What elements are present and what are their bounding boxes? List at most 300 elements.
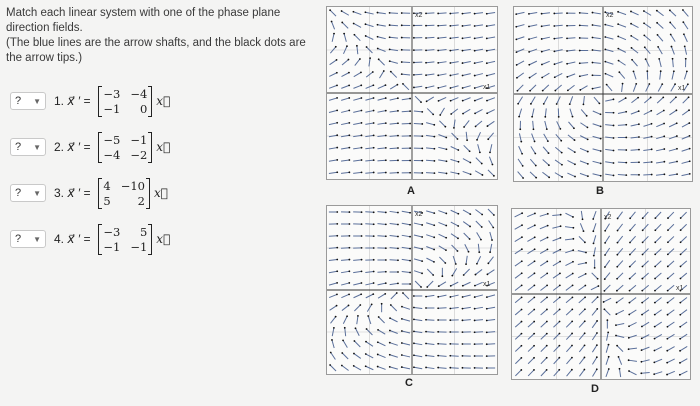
arrow-tip [457,237,459,239]
arrow-tip [592,49,594,51]
arrow-tip [462,308,464,310]
arrow-tip [409,236,411,238]
arrow-shaft [377,148,385,149]
arrow-tip [397,224,399,226]
x2-axis-label: x2 [606,12,614,19]
arrow-tip [409,248,411,250]
arrow-shaft [617,346,623,352]
arrow-tip [458,173,460,175]
arrow-shaft [532,109,534,117]
arrow-shaft [487,13,495,14]
arrow-shaft [554,25,562,26]
arrow-tip [521,260,523,262]
arrow-tip [629,278,631,280]
arrow-tip [587,126,589,128]
arrow-shaft [462,49,470,50]
arrow-tip [604,278,606,280]
arrow-shaft [667,347,674,351]
matrix-entry: −4 [103,147,121,162]
arrow-tip [566,12,568,14]
panel-label-a: A [407,185,415,197]
arrow-tip [553,50,555,52]
arrow-shaft [592,25,600,26]
arrow-shaft [604,285,610,291]
matrix-entry: −3 [103,224,121,239]
arrow-tip [651,123,653,125]
arrow-tip [373,235,375,237]
arrow-shaft [672,71,674,79]
arrow-tip [373,223,375,225]
arrow-tip [554,90,556,92]
arrow-shaft [475,269,482,274]
arrow-tip [638,123,640,125]
arrow-shaft [466,256,467,264]
answer-select-3[interactable] [10,184,46,202]
direction-field-d[interactable] [511,208,691,380]
arrow-tip [654,350,656,352]
arrow-tip [533,357,535,359]
arrow-tip [546,321,548,323]
arrow-shaft [630,236,636,242]
arrow-tip [521,297,523,299]
arrow-shaft [683,10,688,16]
arrow-tip [604,61,606,63]
arrow-tip [466,139,468,141]
arrow-shaft [518,172,523,178]
arrow-tip [642,217,644,219]
arrow-tip [409,172,411,174]
arrow-tip [371,303,373,305]
arrow-tip [592,74,594,76]
arrow-tip [348,59,350,61]
arrow-shaft [402,99,410,100]
arrow-shaft [657,11,664,16]
arrow-tip [348,270,350,272]
arrow-tip [462,343,464,345]
arrow-shaft [515,346,521,352]
arrow-tip [373,159,375,161]
arrow-tip [437,367,439,369]
arrow-tip [566,50,568,52]
arrow-shaft [528,309,534,314]
select-value: ? [15,141,22,153]
arrow-shaft [570,96,573,104]
arrow-tip [348,84,350,86]
arrow-shaft [463,295,471,297]
arrow-shaft [519,146,522,154]
arrow-tip [641,361,643,363]
arrow-tip [606,84,608,86]
arrow-tip [657,34,659,36]
arrow-tip [469,226,471,228]
arrow-tip [546,284,548,286]
arrow-shaft [390,123,398,124]
arrow-shaft [426,86,434,88]
arrow-tip [348,293,350,295]
arrow-tip [671,46,673,48]
arrow-tip [438,285,440,287]
arrow-shaft [341,283,349,285]
arrow-tip [361,147,363,149]
arrow-shaft [426,223,434,225]
matrix-entry: 0 [139,101,148,116]
arrow-shaft [682,123,689,127]
arrow-tip [462,113,464,115]
arrow-shaft [353,123,361,125]
arrow-tip [546,296,548,298]
arrow-shaft [475,61,483,63]
arrow-tip [449,308,451,310]
arrow-tip [421,272,423,274]
arrow-tip [613,162,615,164]
arrow-tip [475,126,477,128]
arrow-shaft [341,271,349,272]
arrow-tip [534,153,536,155]
arrow-tip [651,161,653,163]
arrow-tip [444,126,446,128]
arrow-shaft [377,212,385,213]
arrow-shaft [439,282,446,286]
instructions-line-1: Match each linear system with one of the phase plane direction fields. [6,7,281,34]
arrow-shaft [580,123,587,128]
arrow-tip [369,57,371,59]
arrow-tip [560,140,562,142]
arrow-tip [377,366,379,368]
arrow-shaft [684,34,687,42]
arrow-tip [365,353,367,355]
arrow-tip [437,343,439,345]
arrow-shaft [365,172,373,173]
matrix-entry: −2 [130,147,148,162]
arrow-tip [389,24,391,26]
arrow-shaft [619,61,626,66]
arrow-tip [437,37,439,39]
arrow-tip [661,83,663,85]
arrow-tip [425,12,427,14]
arrow-tip [596,308,598,310]
arrow-tip [521,284,523,286]
arrow-tip [433,148,435,150]
arrow-shaft [365,148,373,149]
arrow-tip [604,24,606,26]
arrow-tip [561,164,563,166]
arrow-tip [348,122,350,124]
arrow-tip [336,270,338,272]
arrow-tip [654,254,656,256]
arrow-tip [571,345,573,347]
question-number: 2. [54,140,65,154]
arrow-tip [486,62,488,64]
arrow-tip [548,164,550,166]
arrow-shaft [463,159,470,163]
arrow-tip [373,110,375,112]
state-vector: x⃗ [156,232,171,246]
arrow-shaft [618,12,626,15]
select-value: ? [15,187,22,199]
arrow-tip [676,135,678,137]
arrow-shaft [414,74,422,75]
direction-field-plot [327,7,497,179]
arrow-tip [596,356,598,358]
arrow-shaft [531,97,535,104]
arrow-tip [673,70,675,72]
arrow-tip [596,320,598,322]
arrow-shaft [415,96,421,102]
arrow-tip [534,236,536,238]
arrow-shaft [475,109,482,113]
arrow-tip [608,356,610,358]
arrow-shaft [462,37,470,38]
arrow-shaft [414,259,422,261]
arrow-shaft [633,71,636,79]
arrow-tip [548,152,550,154]
direction-field-b[interactable] [513,6,693,182]
arrow-shaft [656,162,664,163]
arrow-shaft [591,286,599,290]
arrow-shaft [463,109,470,113]
arrow-shaft [542,61,550,64]
arrow-shaft [426,62,434,63]
arrow-tip [682,9,684,11]
arrow-tip [353,353,355,355]
arrow-tip [559,345,561,347]
arrow-shaft [670,22,675,28]
arrow-shaft [593,111,601,114]
arrow-tip [644,46,646,48]
arrow-shaft [542,172,549,177]
arrow-tip [449,343,451,345]
arrow-shaft [342,305,349,310]
arrow-shaft [580,86,587,90]
arrow-shaft [656,123,664,126]
arrow-tip [603,308,605,310]
arrow-tip [486,25,488,27]
arrow-tip [409,260,411,262]
arrow-tip [458,161,460,163]
question-2 [10,134,170,160]
arrow-shaft [593,149,601,151]
arrow-shaft [369,58,370,66]
arrow-tip [541,25,543,27]
arrow-tip [385,235,387,237]
instructions [6,6,306,66]
arrow-tip [579,37,581,39]
arrow-tip [648,83,650,85]
direction-field-c[interactable] [326,205,498,375]
arrow-shaft [487,295,495,297]
arrow-tip [413,25,415,27]
arrow-shaft [490,144,492,152]
arrow-shaft [657,35,662,41]
arrow-tip [670,34,672,36]
arrow-shaft [343,316,347,324]
arrow-tip [521,333,523,335]
arrow-shaft [658,84,662,91]
arrow-tip [596,332,598,334]
arrow-shaft [567,62,575,64]
arrow-shaft [377,160,385,161]
arrow-tip [402,292,404,294]
arrow-shaft [667,322,674,327]
arrow-tip [401,61,403,63]
arrow-shaft [668,297,675,302]
arrow-tip [348,147,350,149]
arrow-shaft [427,108,433,114]
arrow-tip [574,163,576,165]
arrow-shaft [390,283,398,284]
arrow-tip [541,77,543,79]
direction-field-plot [514,7,692,181]
arrow-tip [574,139,576,141]
arrow-shaft [671,35,675,42]
arrow-shaft [656,174,664,175]
arrow-shaft [655,224,661,230]
arrow-shaft [630,261,636,267]
arrow-shaft [592,369,596,376]
arrow-shaft [515,322,521,328]
arrow-shaft [630,224,635,230]
arrow-shaft [475,98,483,101]
arrow-shaft [475,320,483,321]
arrow-tip [546,333,548,335]
arrow-shaft [341,260,349,261]
direction-field-a[interactable] [326,6,498,180]
arrow-shaft [519,109,521,117]
arrow-tip [529,77,531,79]
arrow-shaft [438,222,446,225]
arrow-tip [385,172,387,174]
arrow-tip [650,110,652,112]
arrow-shaft [527,225,535,229]
direction-field-plot [512,209,690,379]
arrow-tip [572,296,574,298]
arrow-shaft [402,247,410,248]
arrow-tip [409,123,411,125]
arrow-tip [474,355,476,357]
arrow-tip [666,374,668,376]
arrow-shaft [580,63,588,64]
matrix-entry: −1 [130,132,148,147]
arrow-shaft [540,237,548,241]
arrow-shaft [476,221,482,227]
arrow-shaft [377,13,385,14]
arrow-shaft [426,173,434,174]
arrow-tip [533,321,535,323]
arrow-tip [638,149,640,151]
arrow-shaft [377,236,385,237]
arrow-tip [336,171,338,173]
arrow-shaft [583,96,584,104]
arrow-shaft [568,122,573,128]
arrow-tip [365,23,367,25]
panel-label-d: D [591,383,599,395]
arrow-shaft [390,318,398,322]
arrow-shaft [656,149,664,151]
arrow-tip [679,326,681,328]
arrow-shaft [541,322,547,328]
arrow-tip [365,365,367,367]
arrow-tip [409,272,411,274]
arrow-tip [617,218,619,220]
arrow-tip [409,135,411,137]
arrow-tip [360,72,362,74]
arrow-shaft [631,111,639,114]
arrow-shaft [592,37,600,38]
arrow-shaft [390,148,398,149]
arrow-shaft [329,85,337,88]
arrow-shaft [354,72,361,76]
arrow-shaft [643,149,651,150]
arrow-tip [445,237,447,239]
arrow-shaft [565,262,573,266]
matrix-entry: −10 [120,178,145,193]
arrow-shaft [554,37,562,38]
arrow-shaft [478,244,479,252]
arrow-tip [534,260,536,262]
arrow-tip [653,373,655,375]
arrow-tip [531,116,533,118]
arrow-tip [686,70,688,72]
arrow-tip [481,163,483,165]
arrow-shaft [655,322,662,327]
arrow-shaft [341,294,349,297]
arrow-shaft [540,214,548,217]
arrow-shaft [414,343,422,344]
arrow-tip [385,223,387,225]
answer-select-4[interactable] [10,230,46,248]
arrow-tip [336,134,338,136]
answer-select-1[interactable] [10,92,46,110]
arrow-tip [446,148,448,150]
arrow-tip [638,136,640,138]
arrow-shaft [668,285,674,290]
arrow-tip [474,100,476,102]
arrow-shaft [487,319,495,320]
arrow-shaft [542,13,550,14]
arrow-shaft [354,23,361,27]
arrow-shaft [667,359,675,363]
answer-select-2[interactable] [10,138,46,156]
select-value: ? [15,233,22,245]
arrow-tip [344,327,346,329]
arrow-shaft [516,37,524,40]
arrow-shaft [329,248,337,249]
arrow-tip [689,148,691,150]
arrow-tip [409,212,411,214]
arrow-shaft [475,74,483,76]
arrow-tip [373,282,375,284]
arrow-shaft [632,60,637,66]
arrow-shaft [475,37,483,38]
arrow-shaft [529,13,537,14]
arrow-tip [667,278,669,280]
arrow-shaft [530,172,536,178]
arrow-shaft [528,297,534,302]
arrow-tip [450,100,452,102]
arrow-tip [372,293,374,295]
arrow-tip [437,50,439,52]
arrow-shaft [365,135,373,136]
arrow-shaft [342,22,348,28]
arrow-tip [667,241,669,243]
arrow-shaft [390,98,398,100]
arrow-tip [381,303,383,305]
arrow-tip [397,135,399,137]
arrow-shaft [475,307,483,308]
arrow-tip [396,84,398,86]
arrow-tip [680,266,682,268]
arrow-shaft [355,59,360,66]
